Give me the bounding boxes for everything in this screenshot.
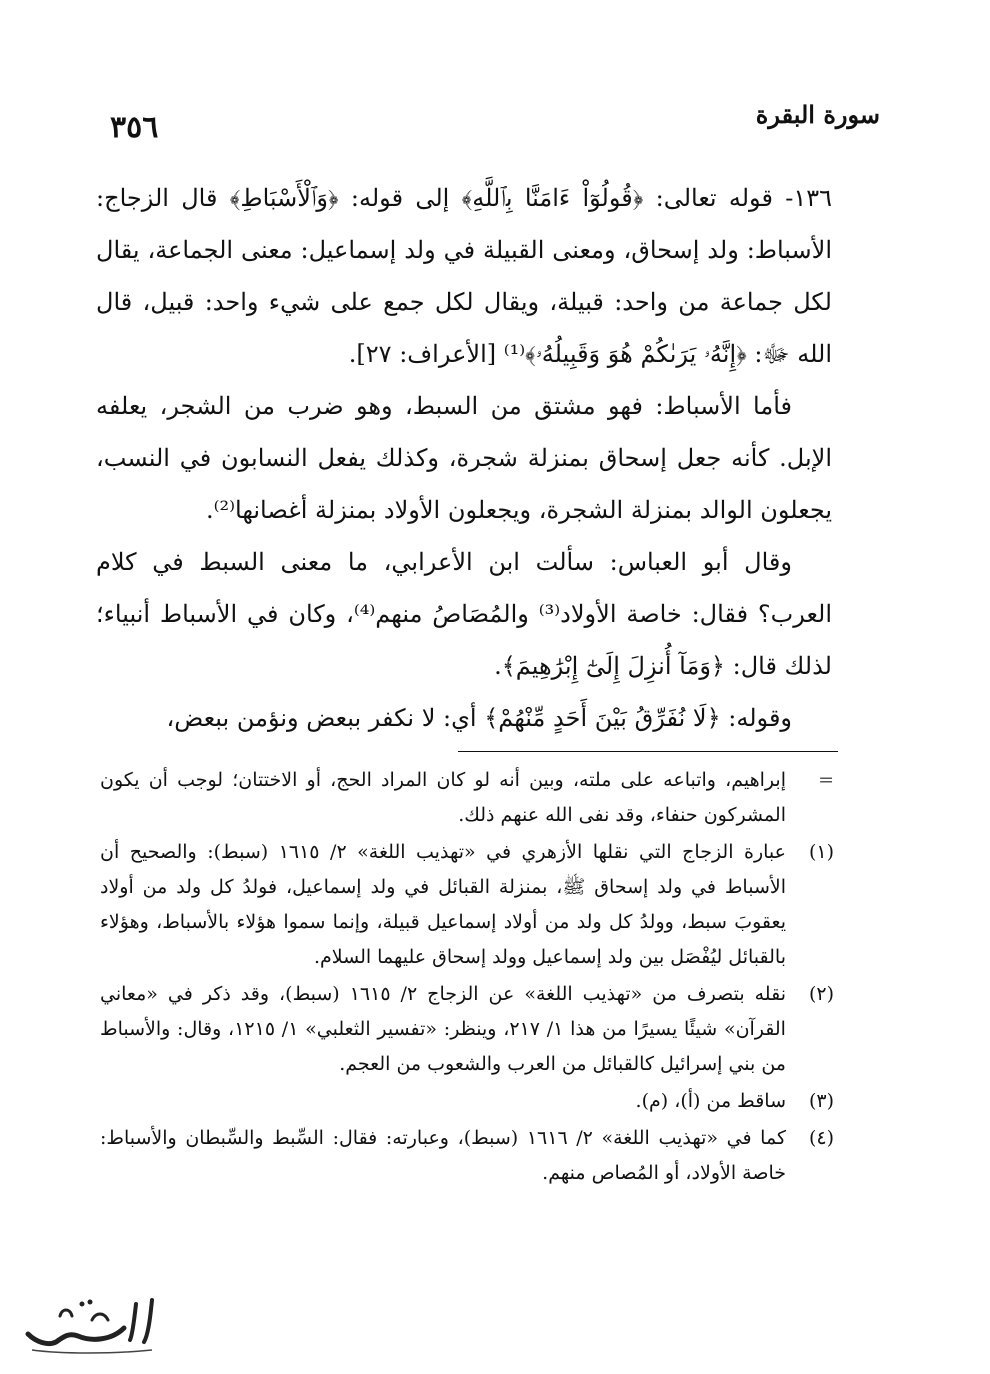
footnote-text: إبراهيم، واتباعه على ملته، وبين أنه لو كان المراد الحج، أو الاختتان؛ لوجب أن يكون المشركون حنفاء، وقد نفى الله عنهم ذلك. — [100, 769, 786, 826]
footnote-text: ساقط من (أ)، (م). — [635, 1090, 786, 1112]
page-number: ٣٥٦ — [110, 110, 159, 145]
footnote-separator — [458, 751, 838, 752]
footnote-3 — [100, 1084, 834, 1119]
page-header — [100, 100, 890, 150]
footnote-marker: = — [818, 769, 834, 791]
surah-title: سورة البقرة — [755, 100, 880, 129]
footnote-text: نقله بتصرف من «تهذيب اللغة» عن الزجاج ٢/ ١٦١٥ (سبط)، وقد ذكر في «معاني القرآن» شيئًا يسيرًا من هذا ١/ ٢١٧، وينظر: «تفسير الثعلبي» ١/ ١٢١٥، وقال: والأسباط من بني إسرائيل كالقبائل من العرب والشعوب من العجم. — [100, 983, 786, 1075]
footnote-continuation — [100, 763, 834, 833]
footnote-marker: (٣) — [808, 1090, 834, 1112]
paragraph-verse-136: ١٣٦- قوله تعالى: ﴿قُولُوٓاْ ءَامَنَّا بِٱللَّهِ﴾ إلى قوله: ﴿وَٱلْأَسْبَاطِ﴾ قال الزجاج: الأسباط: ولد إسحاق، ومعنى القبيلة في ولد إسماعيل: معنى الجماعة، يقال لكل جماعة من واحد: قبيلة، ويقال لكل جمع على شيء واحد: قبيل، قال الله ﷻ: ﴿إِنَّهُۥ يَرَىٰكُمْ هُوَ وَقَبِيلُهُۥ﴾⁽¹⁾ [الأعراف: ٢٧]. — [96, 184, 832, 368]
footnote-4 — [100, 1121, 834, 1191]
footnote-marker: (٢) — [808, 983, 834, 1005]
footnote-1 — [100, 835, 834, 975]
footnote-text: كما في «تهذيب اللغة» ٢/ ١٦١٦ (سبط)، وعبارته: فقال: السِّبط والسِّبطان والأسباط: خاصة الأولاد، أو المُصاص منهم. — [100, 1127, 786, 1184]
paragraph-la-nufarriq: وقوله: ﴿لَا نُفَرِّقُ بَيْنَ أَحَدٍ مِّنْهُمْ﴾ أي: لا نكفر ببعض ونؤمن ببعض، — [166, 704, 792, 732]
paragraph-abu-al-abbas: وقال أبو العباس: سألت ابن الأعرابي، ما معنى السبط في كلام العرب؟ فقال: خاصة الأولاد⁽³⁾ والمُصَاصُ منهم⁽⁴⁾، وكان في الأسباط أنبياء؛ لذلك قال: ﴿وَمَآ أُنزِلَ إِلَىٰٓ إِبْرَٰهِيمَ﴾. — [96, 548, 833, 680]
footnote-2 — [100, 977, 834, 1082]
footnote-text: عبارة الزجاج التي نقلها الأزهري في «تهذيب اللغة» ٢/ ١٦١٥ (سبط): والصحيح أن الأسباط في ولد إسحاق ﷺ، بمنزلة القبائل في ولد إسماعيل، فولدُ كل ولد من أولاد يعقوبَ سبط، وولدُ كل ولد من أولاد إسماعيل قبيلة، وإنما سموا هؤلاء بالأسباط، وهؤلاء بالقبائل ليُفْصَل بين ولد إسماعيل وولد إسحاق عليهما السلام. — [100, 841, 786, 968]
footnote-marker: (٤) — [808, 1127, 834, 1149]
watermark-logo — [12, 1290, 162, 1360]
footnotes — [100, 763, 834, 1193]
footnote-marker: (١) — [808, 841, 834, 863]
paragraph-asbat: فأما الأسباط: فهو مشتق من السبط، وهو ضرب من الشجر، يعلفه الإبل. كأنه جعل إسحاق بمنزلة شجرة، وكذلك يفعل النسابون في النسب، يجعلون الوالد بمنزلة الشجرة، ويجعلون الأولاد بمنزلة أغصانها⁽²⁾. — [96, 392, 832, 524]
main-text — [96, 172, 832, 744]
